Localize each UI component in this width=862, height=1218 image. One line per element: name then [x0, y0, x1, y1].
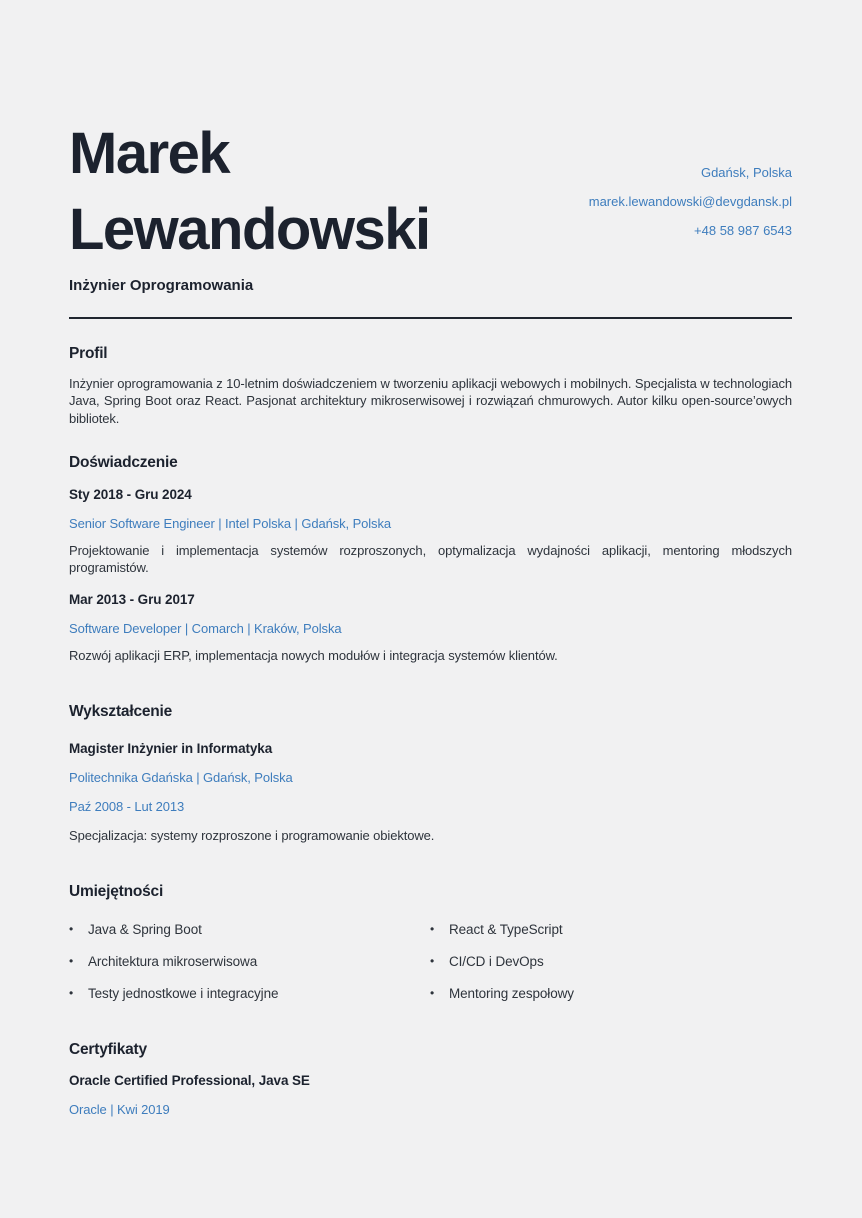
- name-block: [69, 116, 549, 295]
- skill-label: Mentoring zespołowy: [449, 985, 574, 1001]
- header: [69, 116, 792, 295]
- job-title: Inżynier Oprogramowania: [69, 277, 254, 294]
- experience-role-line: Senior Software Engineer | Intel Polska | Gdańsk, Polska: [69, 515, 391, 531]
- skills-heading: Umiejętności: [69, 882, 164, 900]
- skill-item: [69, 954, 430, 969]
- section-certifications: [69, 1041, 792, 1117]
- section-profile: [69, 345, 792, 427]
- skills-column-right: [430, 905, 791, 1001]
- skills-column-left: [69, 905, 430, 1001]
- contact-location: Gdańsk, Polska: [700, 165, 792, 180]
- certification-name: Oracle Certified Professional, Java SE: [69, 1072, 310, 1088]
- certification-issuer-line: Oracle | Kwi 2019: [69, 1101, 170, 1117]
- experience-description: Projektowanie i implementacja systemów rozproszonych, optymalizacja wydajności aplikacji, mentoring młodszych programistów.: [69, 542, 792, 576]
- education-details: Specjalizacja: systemy rozproszone i programowanie obiektowe.: [69, 827, 435, 843]
- candidate-name: Marek Lewandowski: [69, 121, 430, 262]
- experience-description: Rozwój aplikacji ERP, implementacja nowych modułów i integracja systemów klientów.: [69, 648, 558, 664]
- experience-entry: [69, 487, 792, 577]
- skill-label: Testy jednostkowe i integracyjne: [88, 985, 279, 1001]
- skill-item: [430, 954, 791, 969]
- experience-dates: Mar 2013 - Gru 2017: [69, 592, 195, 608]
- header-divider: [69, 317, 792, 319]
- experience-entry: [69, 592, 792, 664]
- bullet-dot-icon: •: [69, 985, 74, 1000]
- skill-item: [430, 986, 791, 1001]
- bullet-dot-icon: •: [430, 953, 435, 968]
- bullet-dot-icon: •: [69, 921, 74, 936]
- education-dates: Paź 2008 - Lut 2013: [69, 798, 185, 814]
- section-experience: [69, 454, 792, 665]
- section-skills: [69, 883, 792, 1001]
- skills-columns: [69, 905, 792, 1001]
- skill-item: [430, 922, 791, 937]
- skill-label: Java & Spring Boot: [88, 921, 202, 937]
- skill-item: [69, 986, 430, 1001]
- experience-role-line: Software Developer | Comarch | Kraków, Polska: [69, 621, 342, 637]
- skill-item: [69, 922, 430, 937]
- contact-phone-link[interactable]: +48 58 987 6543: [694, 223, 792, 238]
- skill-label: CI/CD i DevOps: [449, 953, 544, 969]
- profile-text: Inżynier oprogramowania z 10-letnim doświadczeniem w tworzeniu aplikacji webowych i mobilnych. Specjalista w technologiach Java, Spring Boot oraz React. Pasjonat architektury mikroserwisowej i rozwiązań chmurowych. Autor kilku open-source’owych bibliotek.: [69, 376, 792, 426]
- bullet-dot-icon: •: [430, 921, 435, 936]
- profile-heading: Profil: [69, 345, 108, 362]
- education-heading: Wykształcenie: [69, 702, 173, 720]
- section-education: [69, 703, 792, 843]
- experience-dates: Sty 2018 - Gru 2024: [69, 486, 192, 502]
- experience-heading: Doświadczenie: [69, 453, 178, 471]
- bullet-dot-icon: •: [430, 985, 435, 1000]
- skill-label: React & TypeScript: [449, 921, 563, 937]
- bullet-dot-icon: •: [69, 953, 74, 968]
- contact-info: [589, 158, 792, 245]
- contact-email-link[interactable]: marek.lewandowski@devgdansk.pl: [588, 194, 792, 209]
- education-degree: Magister Inżynier in Informatyka: [69, 740, 273, 756]
- certifications-heading: Certyfikaty: [69, 1040, 147, 1058]
- education-school-line: Politechnika Gdańska | Gdańsk, Polska: [69, 769, 293, 785]
- skill-label: Architektura mikroserwisowa: [88, 953, 258, 969]
